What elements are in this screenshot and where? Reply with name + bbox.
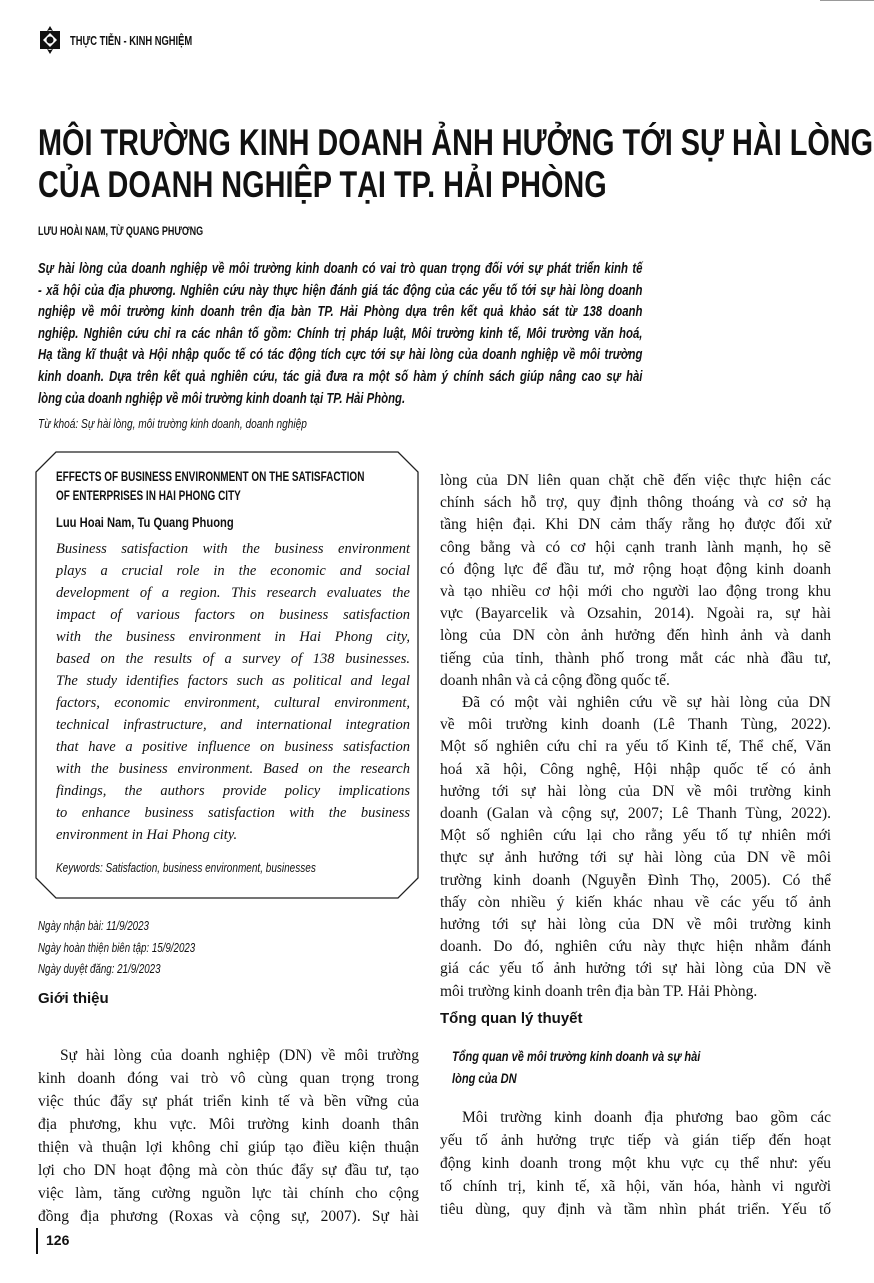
text-line: việc thúc đẩy sự phát triển kinh tế và bền vững của xyxy=(38,1093,419,1110)
section-label: THỰC TIỄN - KINH NGHIỆM xyxy=(70,33,193,48)
text-line: hoá xã hội, Công nghệ, Hội nhập quốc tế có ảnh xyxy=(440,760,831,778)
text-line: động kinh doanh trong một khu vực cụ thể như: yếu xyxy=(440,1155,831,1172)
text-line: môi trường kinh doanh trên địa bàn TP. Hải Phòng. xyxy=(440,982,758,1000)
text-line: tầng hiện đại. Khi DN cảm thấy rằng họ được đối xử xyxy=(440,516,831,534)
text-line: giá các yếu tố ảnh hưởng tới sự hài lòng của DN về xyxy=(440,960,831,978)
text-line: to enhance business satisfaction with the business xyxy=(56,805,410,821)
text-line: factors, economic environment, cultural environment, xyxy=(56,695,410,711)
text-line: địa phương, khu vực. Môi trường kinh doanh thân xyxy=(38,1116,419,1133)
text-line: doanh nhân và cả cộng đồng quốc tế. xyxy=(440,671,670,689)
english-title-line: EFFECTS OF BUSINESS ENVIRONMENT ON THE SATISFACTION xyxy=(56,469,365,484)
text-line: findings, the authors provide policy implications xyxy=(56,783,410,799)
text-line: tiêu dùng, quy định và tầm nhìn phát triển. Yếu tố xyxy=(440,1201,831,1218)
title-line: MÔI TRƯỜNG KINH DOANH ẢNH HƯỞNG TỚI SỰ HÀI LÒNG xyxy=(38,122,874,163)
text-line: và tạo nhiều cơ hội mới cho người lao động trong khu xyxy=(440,583,831,601)
text-line: chính sách hỗ trợ, quy định thông thoáng và cơ sở hạ xyxy=(440,494,831,512)
date-received: Ngày nhận bài: 11/9/2023 xyxy=(38,919,149,933)
text-line: về môi trường kinh doanh (Lê Thanh Tùng, 2022). xyxy=(440,716,831,734)
text-line: hưởng tới sự hài lòng của DN về môi trường kinh xyxy=(440,916,831,934)
text-line: lợi cho DN hoạt động mà còn thúc đẩy sự đầu tư, tạo xyxy=(38,1162,419,1179)
text-line: doanh (Galan và cộng sự, 2007; Lê Thanh Tùng, 2022). xyxy=(440,805,831,823)
text-line: lòng của doanh nghiệp về môi trường kinh doanh tại TP. Hải Phòng. xyxy=(38,390,406,407)
text-line: nghiệp. Nghiên cứu chỉ ra các nhân tố gồm: Chính trị pháp luật, Môi trường kinh tế, Môi trường văn hoá, xyxy=(38,325,643,342)
corner-mark xyxy=(820,0,874,1)
text-line: that have a positive influence on business satisfaction xyxy=(56,739,410,755)
text-line: Môi trường kinh doanh địa phương bao gồm các xyxy=(462,1109,831,1126)
text-line: kinh doanh. Dựa trên kết quả nghiên cứu, tác giả đưa ra một số hàm ý chính sách giúp nâng cao sự hài xyxy=(38,368,643,385)
text-line: Sự hài lòng của doanh nghiệp (DN) về môi trường xyxy=(60,1047,419,1064)
section-emblem-icon xyxy=(36,26,64,54)
text-line: Business satisfaction with the business environment xyxy=(56,541,410,557)
text-line: environment in Hai Phong city. xyxy=(56,827,238,843)
intro-heading: Giới thiệu xyxy=(38,990,109,1007)
text-line: doanh. Do đó, nghiên cứu này thực hiện nhằm đánh xyxy=(440,938,831,956)
text-line: Một số nghiên cứu lại cho rằng yếu tố tự nhiên mới xyxy=(440,827,831,845)
text-line: technical infrastructure, and international integration xyxy=(56,717,410,733)
text-line: thiện và thuận lợi không chỉ giúp tạo điều kiện thuận xyxy=(38,1139,419,1156)
theory-subheading-line: Tổng quan về môi trường kinh doanh và sự hài xyxy=(452,1049,701,1064)
text-line: có động lực để đầu tư, mở rộng hoạt động kinh doanh xyxy=(440,560,831,578)
english-abstract xyxy=(56,538,410,846)
text-line: nghiệp về môi trường kinh doanh trên địa bàn TP. Hải Phòng dựa trên kết quả khảo sát từ 138 doanh xyxy=(38,304,643,321)
text-line: công bằng và có cơ hội cạnh tranh lành mạnh, họ sẽ xyxy=(440,538,831,556)
text-line: Đã có một vài nghiên cứu về sự hài lòng của DN xyxy=(462,694,831,712)
text-line: based on the results of a survey of 138 businesses. xyxy=(56,651,410,667)
date-approved: Ngày duyệt đăng: 21/9/2023 xyxy=(38,962,161,976)
text-line: thực sự ảnh hưởng tới sự hài lòng của DN về môi xyxy=(440,849,831,867)
keywords-vi: Từ khoá: Sự hài lòng, môi trường kinh doanh, doanh nghiệp xyxy=(38,416,307,431)
page-number: 126 xyxy=(46,1232,70,1248)
theory-subheading-line: lòng của DN xyxy=(452,1070,517,1086)
title-line: CỦA DOANH NGHIỆP TẠI TP. HẢI PHÒNG xyxy=(38,164,607,205)
text-line: with the business environment. Based on the research xyxy=(56,761,410,777)
text-line: tố chính trị, kinh tế, xã hội, văn hóa, hành vi người xyxy=(440,1178,831,1195)
text-line: Hạ tầng kĩ thuật và Hội nhập quốc tế có tác động tích cực tới sự hài lòng của doanh nghiệp về môi trường xyxy=(38,347,643,364)
text-line: - xã hội của địa phương. Nghiên cứu này thực hiện đánh giá tác động của các yếu tố tới sự hài lòng doanh xyxy=(38,282,643,299)
text-line: tiếng của tỉnh, thành phố trong mắt các nhà đầu tư, xyxy=(440,649,831,667)
text-line: việc làm, tăng cường nguồn lực tài chính cho cộng xyxy=(38,1185,419,1202)
english-title xyxy=(56,467,364,505)
text-line: with the business environment in Hai Phong city, xyxy=(56,629,410,645)
text-line: yếu tố ảnh hưởng trực tiếp và gián tiếp đến hoạt xyxy=(440,1132,831,1149)
date-edited: Ngày hoàn thiện biên tập: 15/9/2023 xyxy=(38,940,196,955)
english-authors: Luu Hoai Nam, Tu Quang Phuong xyxy=(56,514,234,530)
right-column-body xyxy=(440,470,831,1003)
text-line: hưởng tới sự hài lòng của DN về môi trường kinh xyxy=(440,782,831,800)
text-line: Một số nghiên cứu chỉ ra yếu tố Kinh tế, Thể chế, Văn xyxy=(440,738,831,756)
theory-body xyxy=(440,1106,831,1221)
english-title-line: OF ENTERPRISES IN HAI PHONG CITY xyxy=(56,488,241,503)
text-line: vực (Bayarcelik và Ozsahin, 2014). Ngoài ra, sự hài xyxy=(440,605,831,623)
text-line: lòng của DN còn ảnh hưởng đến hình ảnh và danh xyxy=(440,627,831,645)
text-line: kinh doanh đóng vai trò vô cùng quan trọng trong xyxy=(38,1070,419,1087)
text-line: Sự hài lòng của doanh nghiệp về môi trường kinh doanh có vai trò quan trọng đối với sự phát triển kinh tế xyxy=(38,261,643,277)
text-line: đồng địa phương (Roxas và cộng sự, 2007). Sự hài xyxy=(38,1208,419,1225)
text-line: development of a region. This research evaluates the xyxy=(56,585,410,601)
text-line: thấy còn nhiều ý kiến khác nhau về các yếu tố ảnh xyxy=(440,893,831,911)
theory-heading: Tổng quan lý thuyết xyxy=(440,1010,583,1027)
article-authors: LƯU HOÀI NAM, TỪ QUANG PHƯƠNG xyxy=(38,224,204,238)
text-line: plays a crucial role in the economic and social xyxy=(56,563,410,579)
intro-body xyxy=(38,1044,419,1228)
abstract-vi xyxy=(38,259,642,410)
text-line: trường kinh doanh (Nguyễn Đình Thọ, 2005). Có thể xyxy=(440,871,831,889)
english-keywords: Keywords: Satisfaction, business environment, businesses xyxy=(56,860,316,875)
text-line: impact of various factors on business satisfaction xyxy=(56,607,410,623)
theory-subheading xyxy=(452,1046,700,1089)
article-title xyxy=(38,122,873,206)
article-dates xyxy=(38,916,195,981)
page-number-bar xyxy=(36,1228,38,1254)
text-line: lòng của DN liên quan chặt chẽ đến việc thực hiện các xyxy=(440,472,831,489)
text-line: The study identifies factors such as political and legal xyxy=(56,673,410,689)
